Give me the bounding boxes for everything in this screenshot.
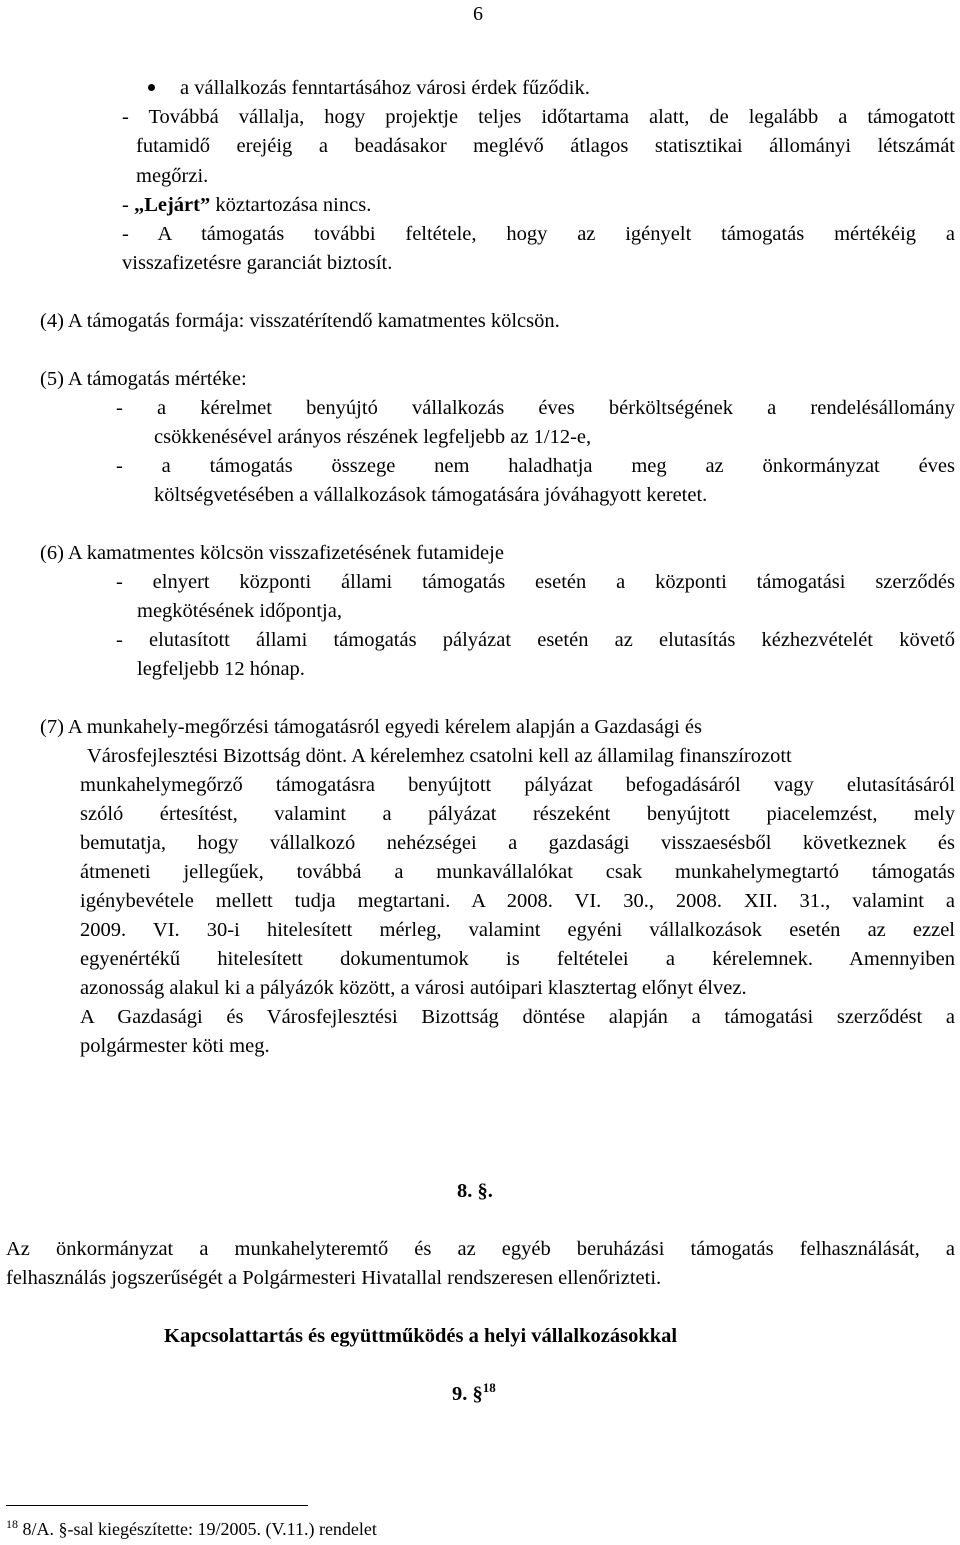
section-9-footnote-ref: 18 [482,1380,496,1396]
paragraph-7-line-12: polgármester köti meg. [80,1035,270,1057]
paragraph-4: (4) A támogatás formája: visszatérítendő kamatmentes kölcsön. [40,310,560,332]
paragraph-7-line-7: igénybevétele mellett tudja megtartani. A 2008. VI. 30., 2008. XII. 31., valamint a [80,890,955,912]
condition-2-rest: köztartozása nincs. [210,194,372,216]
footnote [6,1517,377,1539]
paragraph-7-line-6: átmeneti jellegűek, továbbá a munkavállalókat csak munkahelymegtartó támogatás [80,861,955,883]
condition-3-line-1: - A támogatás további feltétele, hogy az igényelt támogatás mértékéig a [122,223,955,245]
footnote-marker: 18 [6,1517,18,1531]
paragraph-7-line-5: bemutatja, hogy vállalkozó nehézségei a gazdasági visszaesésből következnek és [80,832,955,854]
condition-2-line [122,195,371,216]
paragraph-6-line-1: - elnyert központi állami támogatás esetén a központi támogatási szerződés [116,571,955,593]
condition-1-line-2: futamidő erejéig a beadásakor meglévő átlagos statisztikai állományi létszámát [136,135,955,157]
paragraph-5-line-2: csökkenésével arányos részének legfeljebb az 1/12-e, [154,426,592,448]
bullet-item-text: a vállalkozás fenntartásához városi érdek fűződik. [180,77,590,99]
footnote-text: 8/A. §-sal kiegészítette: 19/2005. (V.11.) rendelet [18,1519,377,1539]
section-9-title-text: 9. § [452,1383,483,1405]
section-8-title: 8. §. [457,1180,493,1202]
condition-3-line-2: visszafizetésre garanciát biztosít. [122,252,393,274]
paragraph-5-line-3: - a támogatás összege nem haladhatja meg az önkormányzat éves [116,455,955,477]
paragraph-6-line-3: - elutasított állami támogatás pályázat esetén az elutasítás kézhezvételét követő [116,629,955,651]
paragraph-7-line-10: azonosság alakul ki a pályázók között, a városi autóipari klasztertag előnyt élvez. [80,977,747,999]
condition-1-line-3: megőrzi. [136,165,209,187]
condition-2-prefix: - [122,194,134,216]
cooperation-heading: Kapcsolattartás és együttműködés a helyi vállalkozásokkal [164,1325,678,1347]
paragraph-7-line-8: 2009. VI. 30-i hitelesített mérleg, valamint egyéni vállalkozások esetén az ezzel [80,919,955,941]
paragraph-5-line-1: - a kérelmet benyújtó vállalkozás éves bérköltségének a rendelésállomány [116,397,955,419]
paragraph-5-heading: (5) A támogatás mértéke: [40,368,247,390]
section-9-title [452,1380,496,1405]
footnote-separator [6,1505,308,1506]
paragraph-7-line-3: munkahelymegőrző támogatásra benyújtott pályázat befogadásáról vagy elutasításáról [80,774,955,796]
paragraph-7-line-1: (7) A munkahely-megőrzési támogatásról egyedi kérelem alapján a Gazdasági és [40,716,703,738]
paragraph-7-line-4: szóló értesítést, valamint a pályázat részeként benyújtott piacelemzést, mely [80,803,955,825]
paragraph-7-line-9: egyenértékű hitelesített dokumentumok is feltételei a kérelemnek. Amennyiben [80,948,955,970]
paragraph-5-line-4: költségvetésében a vállalkozások támogatására jóváhagyott keretet. [154,484,708,506]
paragraph-6-line-2: megkötésének időpontja, [137,600,342,622]
condition-1-line-1: - Továbbá vállalja, hogy projektje teljes időtartama alatt, de legalább a támogatott [122,106,955,128]
paragraph-6-heading: (6) A kamatmentes kölcsön visszafizetésének futamideje [40,542,504,564]
bullet-icon [148,84,155,91]
paragraph-7-line-11: A Gazdasági és Városfejlesztési Bizottság döntése alapján a támogatási szerződést a [80,1006,955,1028]
paragraph-7-line-2: Városfejlesztési Bizottság dönt. A kérelemhez csatolni kell az államilag finanszírozott [87,745,792,767]
condition-2-bold-term: „Lejárt” [133,194,211,216]
paragraph-6-line-4: legfeljebb 12 hónap. [137,658,305,680]
section-8-line-1: Az önkormányzat a munkahelyteremtő és az egyéb beruházási támogatás felhasználását, a [6,1238,955,1260]
page-number: 6 [473,3,483,25]
section-8-line-2: felhasználás jogszerűségét a Polgármesteri Hivatallal rendszeresen ellenőrizteti. [6,1267,662,1289]
